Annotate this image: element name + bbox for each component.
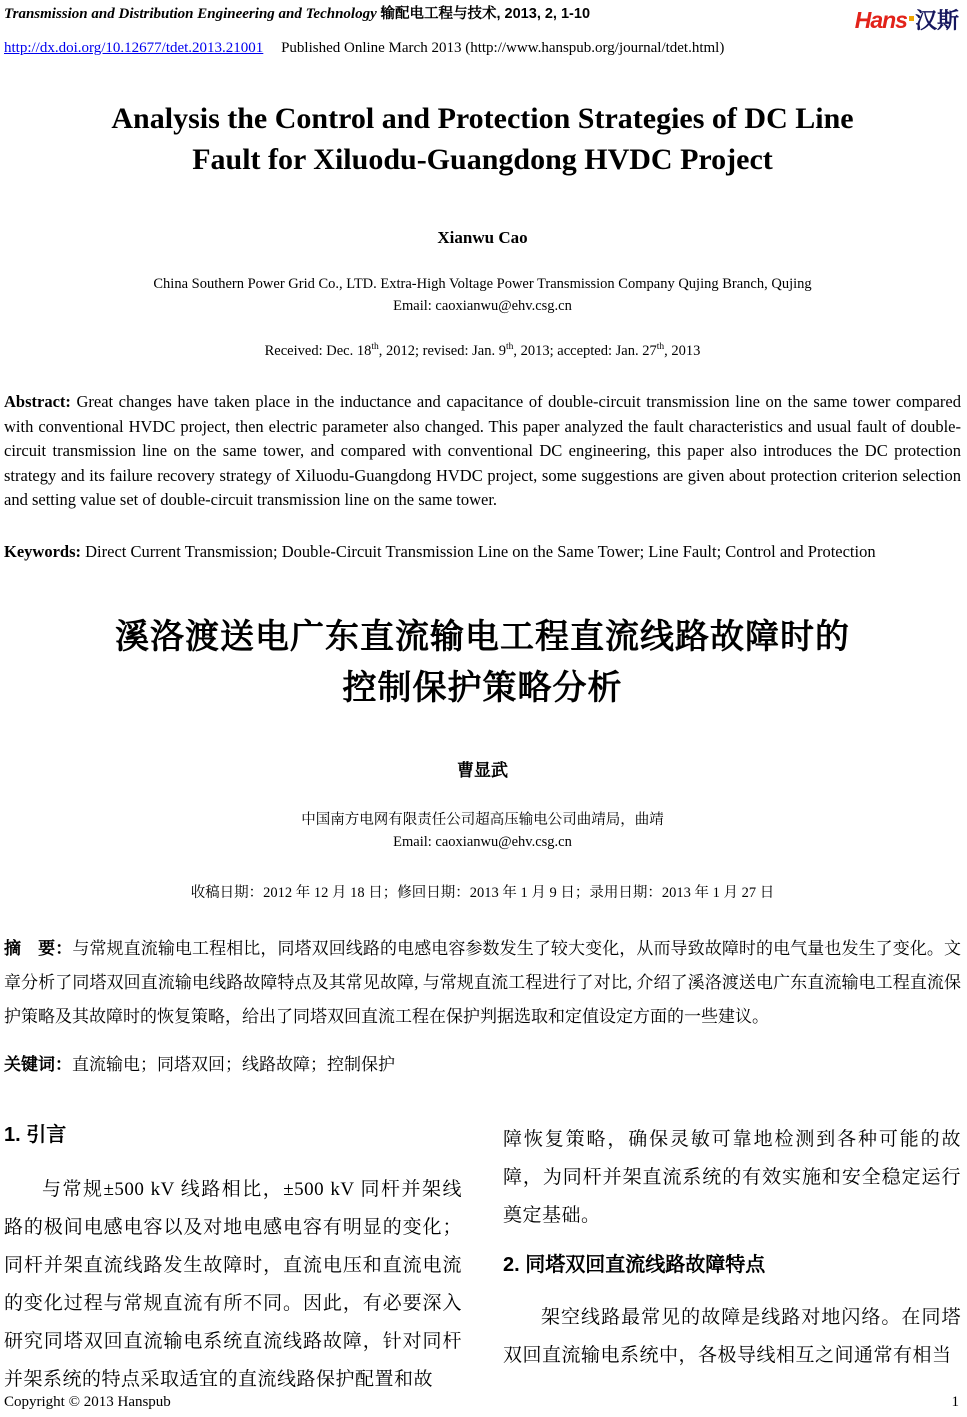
keywords-label-zh: 关键词： [4,1055,72,1074]
author-email-zh: Email: caoxianwu@ehv.csg.cn [393,834,572,850]
abstract-label-zh: 摘 要： [4,939,73,958]
abstract-en [4,390,961,513]
affiliation-zh-text: 中国南方电网有限责任公司超高压输电公司曲靖局，曲靖 [301,812,664,828]
abstract-text-zh: 与常规直流输电工程相比，同塔双回线路的电感电容参数发生了较大变化，从而导致故障时的电气量也发生了变化。文章分析了同塔双回直流输电线路故障特点及其常见故障, 与常规直流工程进行了对比, 介绍了溪洛渡送电广东直流输电工程直流保护策略及其故障时的恢复策略，给出了同塔双回直流工程在保护判据选取和定值设定方面的一些建议。 [4,939,962,1026]
journal-line [4,4,590,24]
paper-title-en [4,98,961,180]
author-email-en: Email: caoxianwu@ehv.csg.cn [393,298,572,314]
paper-title-en-line1: Analysis the Control and Protection Strategies of DC Line [111,102,854,135]
paper-title-en-line2: Fault for Xiluodu-Guangdong HVDC Project [192,143,773,176]
keywords-text-en: Direct Current Transmission; Double-Circuit Transmission Line on the Same Tower; Line Fault; Control and Protection [81,541,876,561]
keywords-text-zh: 直流输电；同塔双回；线路故障；控制保护 [72,1055,395,1074]
author-name-en: Xianwu Cao [437,228,528,247]
doi-link[interactable]: http://dx.doi.org/10.12677/tdet.2013.21001 [4,40,264,56]
affiliation-zh [4,809,961,853]
abstract-label-en: Abstract: [4,392,71,411]
page-header [4,4,961,35]
received-superscript: th [656,342,665,353]
paper-title-zh-line1: 溪洛渡送电广东直流输电工程直流线路故障时的 [115,618,850,656]
hans-logo-zh: 汉斯 [914,8,959,33]
abstract-text-en: Great changes have taken place in the inductance and capacitance of double-circuit transmission line on the same tower compared with conventional HVDC project, then electric parameter also changed. This paper analyzed the fault characteristics and usual fault of double-circuit transmission line on the same tower, and compared with conventional DC engineering, this paper also introduces the DC protection strategy and its failure recovery strategy of Xiluodu-Guangdong HVDC project, some suggestions are given about protection criterion selection and setting value set of double-circuit transmission line on the same tower. [4,392,961,509]
hans-logo-en: Hans [854,7,907,33]
copyright-text: Copyright © 2013 Hanspub [4,1394,171,1410]
received-part: , 2012; revised: Jan. 9 [378,343,506,359]
hans-logo [855,4,961,35]
received-part: Received: Dec. 18 [264,343,372,359]
affiliation-en-text: China Southern Power Grid Co., LTD. Extra-High Voltage Power Transmission Company Qujing Branch, Qujing [153,276,812,292]
hans-logo-dot-icon [909,16,914,21]
page-number: 1 [951,1394,959,1410]
section-1-heading: 1. 引言 [4,1124,67,1146]
received-dates-en [4,343,961,360]
keywords-label-en: Keywords: [4,541,81,561]
author-name-zh: 曹显武 [457,761,508,780]
received-superscript: th [505,342,514,353]
paper-title-zh [4,612,961,714]
abstract-zh [4,932,961,1034]
right-column [503,1121,961,1399]
published-online-text: Published Online March 2013 (http://www.hanspub.org/journal/tdet.html) [281,40,725,56]
left-column [4,1121,462,1399]
journal-title-en: Transmission and Distribution Engineering and Technology [4,6,377,22]
received-dates-zh: 收稿日期：2012 年 12 月 18 日；修回日期：2013 年 1 月 9 日；录用日期：2013 年 1 月 27 日 [190,885,775,901]
received-superscript: th [371,342,379,353]
body-columns [4,1121,961,1399]
received-part: , 2013; accepted: Jan. 27 [513,343,657,359]
doi-line [4,38,961,58]
received-part: , 2013 [664,343,701,359]
page-footer [4,1394,959,1411]
keywords-zh [4,1051,961,1079]
journal-title-zh: 输配电工程与技术, 2013, 2, 1-10 [380,6,591,22]
affiliation-en [4,273,961,317]
section-1-paragraph-left: 与常规±500 kV 线路相比，±500 kV 同杆并架线路的极间电感电容以及对地电感电容有明显的变化；同杆并架直流线路发生故障时，直流电压和直流电流的变化过程与常规直流有所不同。因此，有必要深入研究同塔双回直流输电系统直流线路故障，针对同杆并架系统的特点采取适宜的直流线路保护配置和故 [4,1179,462,1390]
section-2-paragraph: 架空线路最常见的故障是线路对地闪络。在同塔双回直流输电系统中，各极导线相互之间通常有相当 [503,1307,961,1366]
keywords-en [4,540,961,565]
section-2-heading: 2. 同塔双回直流线路故障特点 [503,1254,766,1276]
section-1-paragraph-right: 障恢复策略，确保灵敏可靠地检测到各种可能的故障，为同杆并架直流系统的有效实施和安全稳定运行奠定基础。 [503,1129,961,1226]
paper-title-zh-line2: 控制保护策略分析 [342,669,623,707]
